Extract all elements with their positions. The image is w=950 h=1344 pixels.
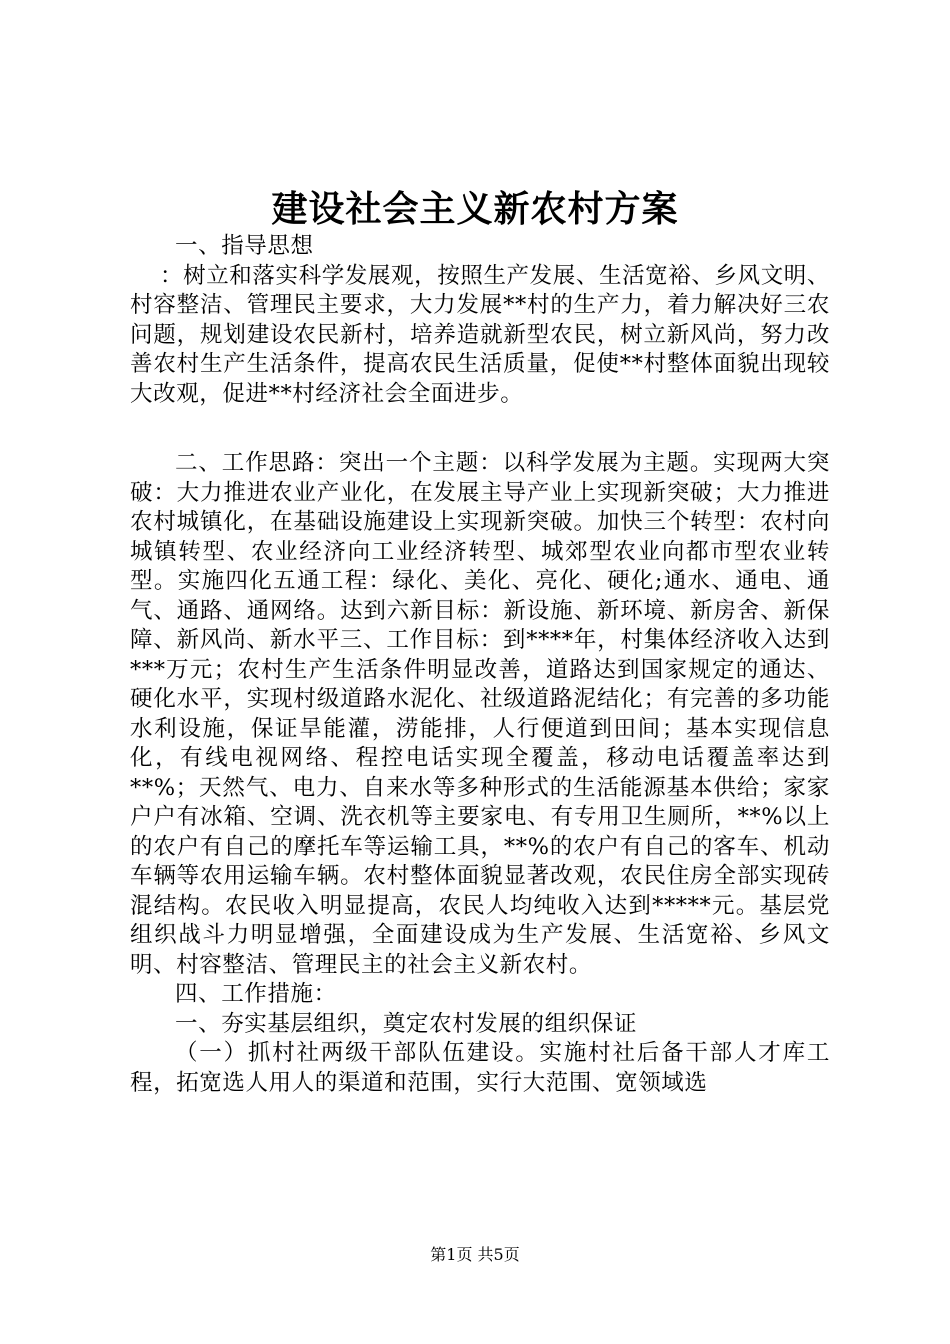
section-heading-work-measures: 四、工作措施： <box>175 981 337 1007</box>
subsection-heading-grassroots: 一、夯实基层组织，奠定农村发展的组织保证 <box>175 1010 638 1037</box>
page-footer: 第1页 共5页 <box>430 1245 520 1264</box>
paragraph-guiding-ideology: ：树立和落实科学发展观，按照生产发展、生活宽裕、乡风文明、村容整洁、管理民主要求，大力发展**村的生产力，着力解决好三农问题，规划建设农民新村，培养造就新型农民，树立新风尚，努力改善农村生产生活条件，提高农民生活质量，促使**村整体面貌出现较大改观，促进**村经济社会全面进步。 <box>130 262 830 407</box>
paragraph-work-approach: 二、工作思路：突出一个主题：以科学发展为主题。实现两大突破：大力推进农业产业化，在发展主导产业上实现新突破；大力推进农村城镇化，在基础设施建设上实现新突破。加快三个转型：农村向城镇转型、农业经济向工业经济转型、城郊型农业向都市型农业转型。实施四化五通工程：绿化、美化、亮化、硬化;通水、通电、通气、通路、通网络。达到六新目标：新设施、新环境、新房舍、新保障、新风尚、新水平三、工作目标：到****年，村集体经济收入达到***万元；农村生产生活条件明显改善，道路达到国家规定的通达、硬化水平，实现村级道路水泥化、社级道路泥结化；有完善的多功能水利设施，保证旱能灌，涝能排，人行便道到田间；基本实现信息化，有线电视网络、程控电话实现全覆盖，移动电话覆盖率达到**%；天然气、电力、自来水等多种形式的生活能源基本供给；家家户户有冰箱、空调、洗衣机等主要家电、有专用卫生厕所，**%以上的农户有自己的摩托车等运输工具，**%的农户有自己的客车、机动车辆等农用运输车辆。农村整体面貌显著改观，农民住房全部实现砖混结构。农民收入明显提高，农民人均纯收入达到*****元。基层党组织战斗力明显增强，全面建设成为生产发展、生活宽裕、乡风文明、村容整洁、管理民主的社会主义新农村。 <box>130 450 830 978</box>
section-heading-guiding-ideology: 一、指导思想 <box>175 233 314 259</box>
paragraph-cadre-building: （一）抓村社两级干部队伍建设。实施村社后备干部人才库工程，拓宽选人用人的渠道和范围，实行大范围、宽领域选 <box>130 1040 830 1096</box>
document-body <box>130 232 830 1098</box>
paragraph-spacer <box>130 409 830 449</box>
document-title: 建设社会主义新农村方案 <box>271 188 679 230</box>
